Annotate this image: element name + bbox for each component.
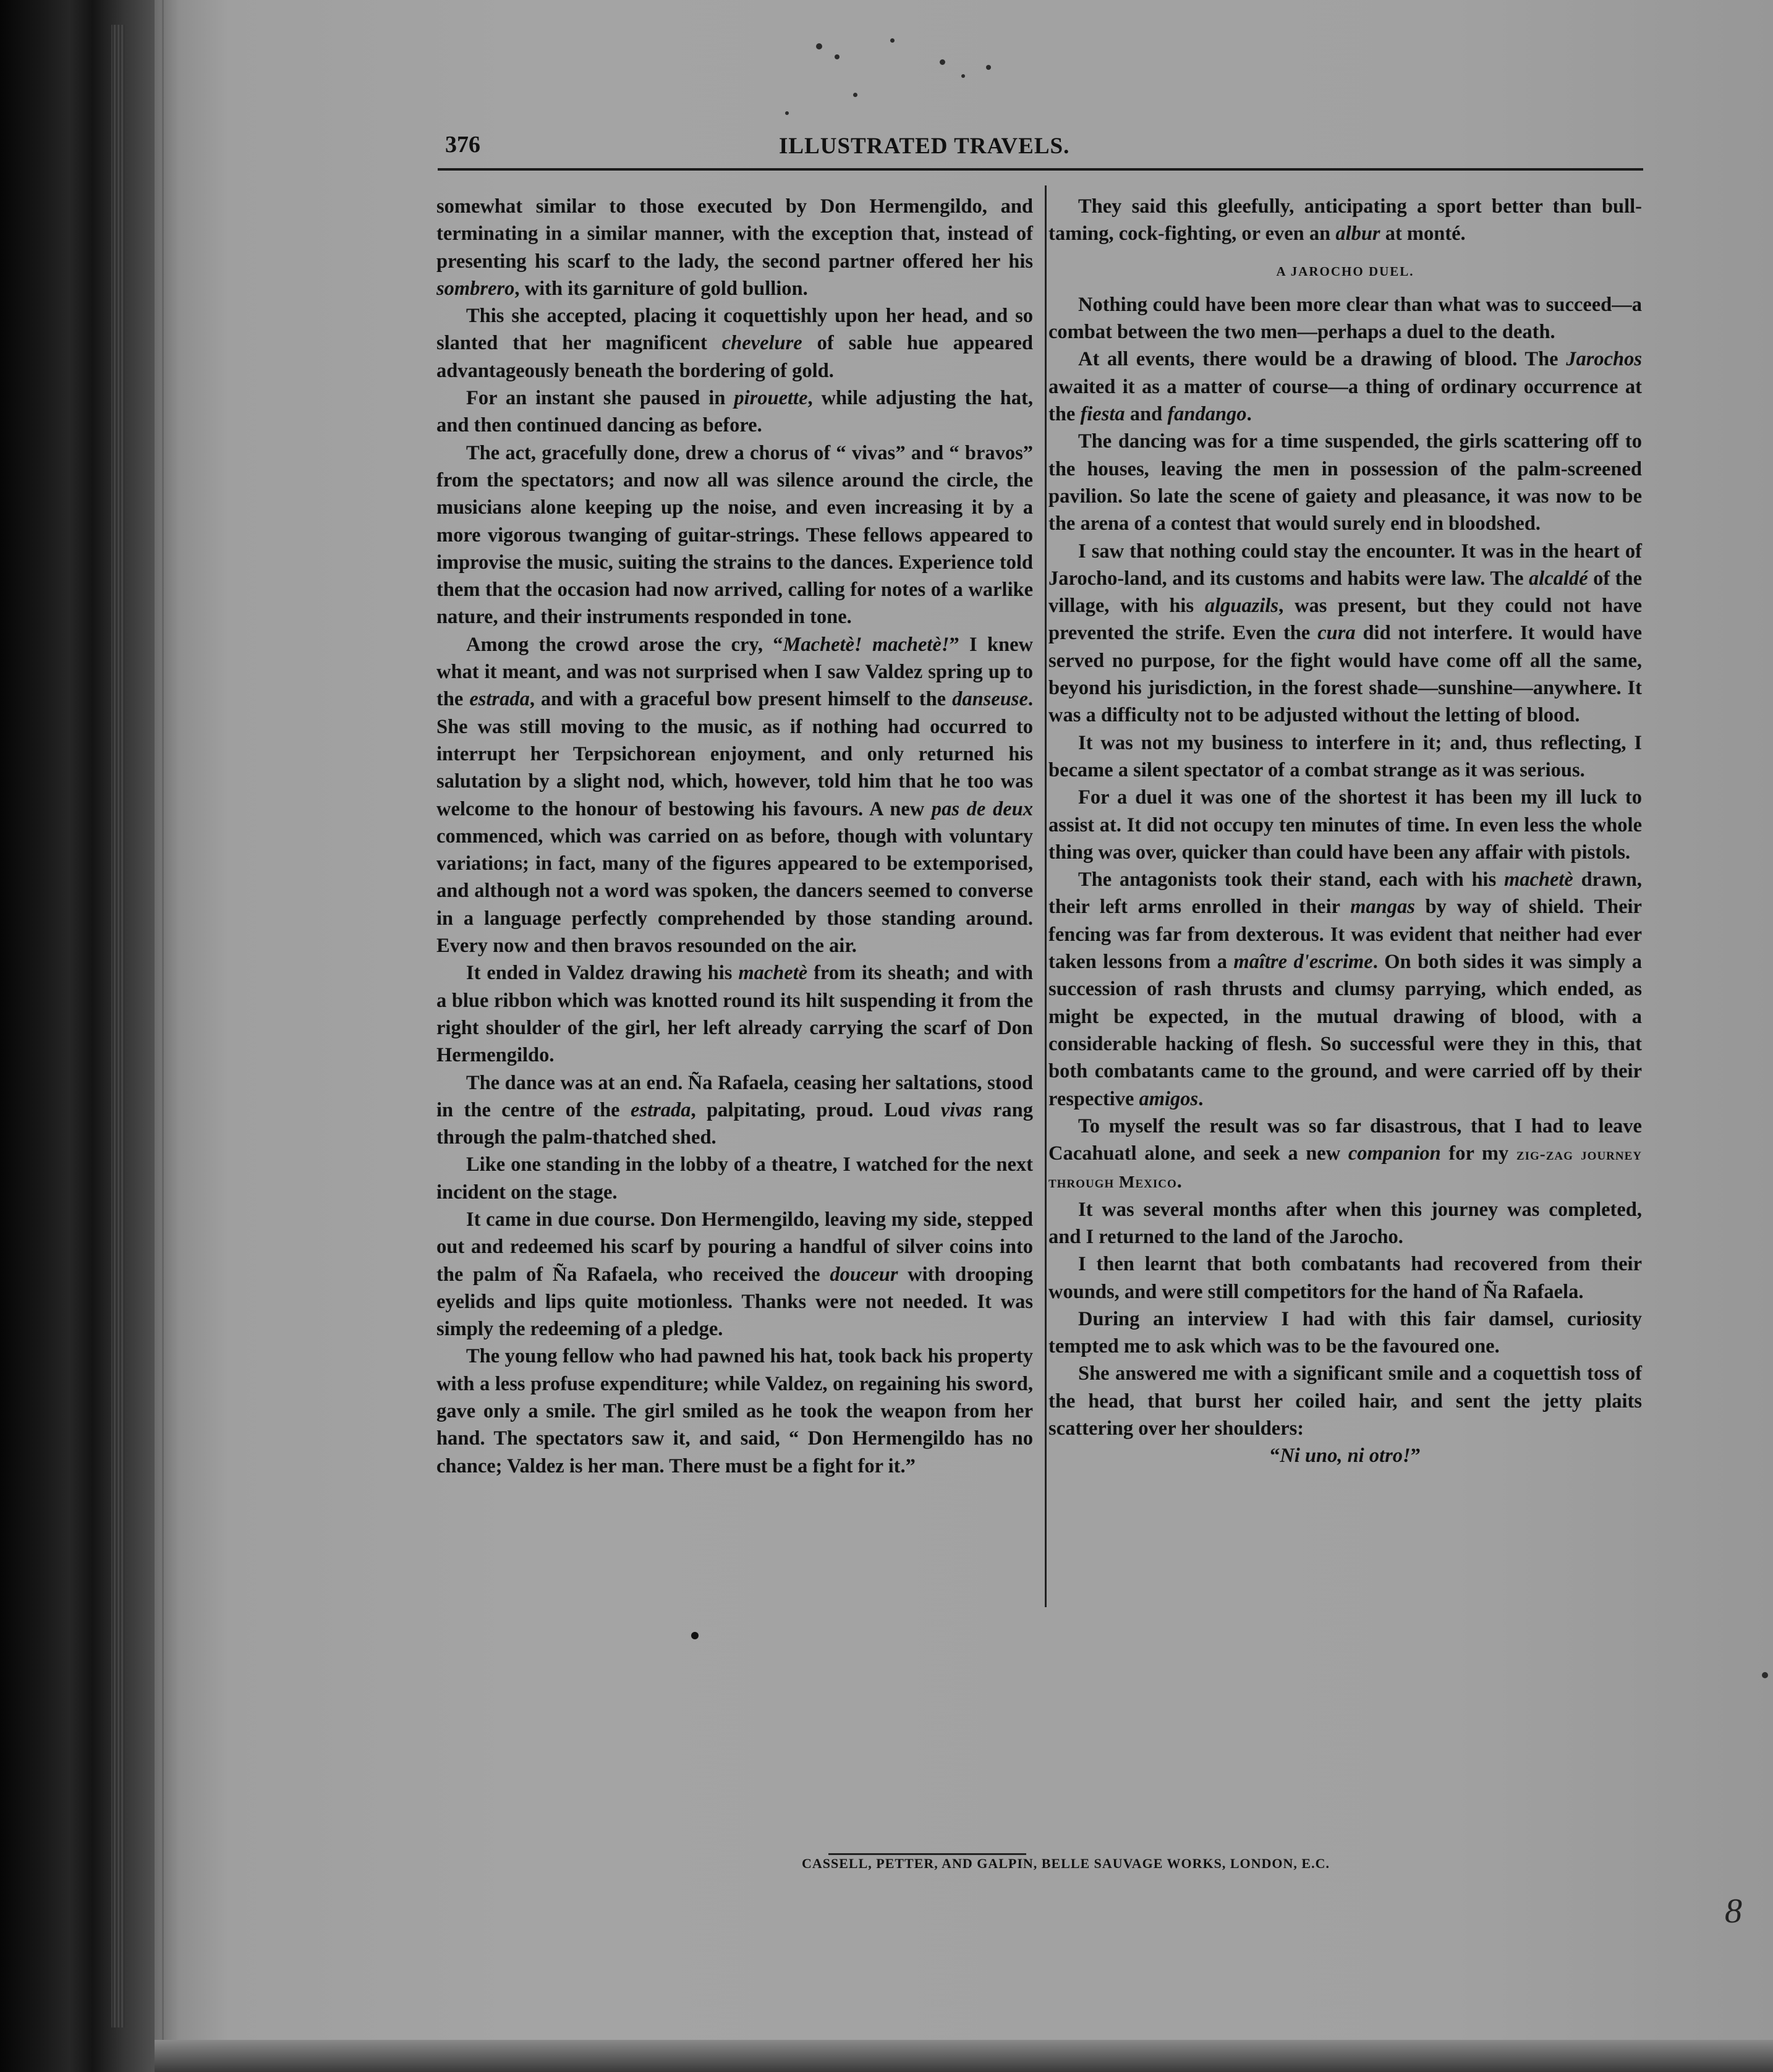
text-run: , palpitating, proud. Loud <box>691 1098 941 1121</box>
ink-speck <box>986 65 991 70</box>
text-run: It came in due course. Don Hermengildo, leaving my side, stepped out and redeemed his scarf by pouring a handful of silver coins into the palm of Ña Rafaela, who received the <box>436 1208 1033 1286</box>
text-run: and <box>1125 403 1168 426</box>
text-run: . <box>1246 403 1252 426</box>
text-run: with drooping eyelids and lips quite motionless. Thanks were not needed. It was simply the redeeming of a pledge. <box>436 1263 1033 1341</box>
left-column <box>436 193 1033 1480</box>
italic-run: alcaldé <box>1528 567 1588 590</box>
paragraph <box>1048 784 1642 866</box>
text-run: for my <box>1440 1142 1516 1165</box>
text-run: , was present, but they could not have prevented the strife. Even the <box>1048 595 1642 645</box>
italic-run: vivas <box>940 1098 982 1121</box>
ink-speck <box>853 93 857 97</box>
italic-run: fandango <box>1167 403 1247 426</box>
italic-run: cura <box>1317 622 1356 645</box>
text-run: “ <box>1270 1445 1280 1467</box>
italic-run: pirouette <box>734 387 808 410</box>
text-run: Nothing could have been more clear than what was to succeed—a combat between the two men—perhaps a duel to the death. <box>1048 293 1642 344</box>
text-run: at monté. <box>1380 223 1466 245</box>
italic-run: albur <box>1335 223 1380 245</box>
paragraph <box>1048 428 1642 537</box>
text-run: commenced, which was carried on as before, though with voluntary variations; in fact, many of the figures appeared to be extemporised, and although not a word was spoken, the dancers seemed to converse in a language perfectly comprehended by those standing around. Every now and then bravos resounded on the air. <box>436 825 1033 957</box>
text-run: ” <box>1410 1445 1421 1467</box>
text-run: Among the crowd arose the cry, “ <box>466 633 783 656</box>
paragraph <box>1048 1306 1642 1361</box>
paragraph <box>1048 729 1642 784</box>
gutter-shadow <box>162 0 164 2072</box>
text-run: did not interfere. It would have served no purpose, for the fight would have come off all the same, beyond his jurisdiction, in the forest shade—sunshine—anywhere. It was a difficulty not to be adjusted without the letting of blood. <box>1048 622 1642 727</box>
right-column <box>1048 193 1642 1470</box>
ink-speck <box>785 111 789 115</box>
text-run: , with its garniture of gold bullion. <box>514 277 808 300</box>
ink-speck <box>1762 1672 1768 1678</box>
margin-mark: 8 <box>1725 1892 1742 1930</box>
text-run: , and with a graceful bow present himself to the <box>529 688 953 711</box>
text-run: I then learnt that both combatants had recovered from their wounds, and were still competitors for the hand of Ña Rafaela. <box>1048 1253 1642 1303</box>
text-run: It was not my business to interfere in it; and, thus reflecting, I became a silent spectator of a combat strange as it was serious. <box>1048 731 1642 781</box>
text-run: This she accepted, placing it coquettishly upon her head, and so slanted that her magnificent <box>436 305 1033 355</box>
text-run: It ended in Valdez drawing his <box>466 962 739 985</box>
paragraph <box>1048 1250 1642 1306</box>
paragraph <box>1048 538 1642 729</box>
italic-run: sombrero <box>436 277 515 300</box>
paragraph <box>436 1343 1033 1479</box>
text-run: Like one standing in the lobby of a theatre, I watched for the next incident on the stage. <box>436 1153 1033 1204</box>
italic-run: machetè <box>738 962 808 985</box>
italic-run: fiesta <box>1080 403 1125 426</box>
text-run: She answered me with a significant smile and a coquettish toss of the head, that burst her coiled hair, and sent the jetty plaits scattering over her shoulders: <box>1048 1362 1642 1440</box>
text-run: awaited it as a matter of course—a thing of ordinary occurrence at the <box>1048 375 1642 426</box>
italic-run: danseuse <box>952 688 1028 711</box>
text-run: rang through the palm-thatched shed. <box>436 1098 1033 1149</box>
italic-run: douceur <box>830 1263 898 1286</box>
paragraph <box>436 1069 1033 1152</box>
paragraph <box>1048 1360 1642 1442</box>
italic-run: alguazils <box>1204 595 1279 618</box>
paragraph <box>1048 1196 1642 1251</box>
italic-run: machetè <box>1503 868 1573 891</box>
paragraph <box>436 384 1033 439</box>
italic-run: amigos <box>1139 1087 1199 1110</box>
page-bottom-shadow <box>155 2040 1773 2072</box>
text-run: . On both sides it was simply a succession of rash thrusts and clumsy parrying, which ended, as might be expected, in the mutual drawing of blood, with a considerable hacking of flesh. So successful were they in this, that both combatants came to the ground, and were carried off by their respective <box>1048 951 1642 1110</box>
text-run: somewhat similar to those executed by Don Hermengildo, and terminating in a similar manner, with the exception that, instead of presenting his scarf to the lady, the second partner offered her his <box>436 195 1033 273</box>
paragraph <box>436 302 1033 384</box>
smallcaps-run: zig-zag journey through Mexico <box>1048 1145 1643 1192</box>
italic-run: estrada <box>469 688 530 711</box>
ink-speck <box>816 43 822 49</box>
ink-speck <box>961 74 965 78</box>
text-run: by way of shield. Their fencing was far from dexterous. It was evident that neither had ever taken lessons from a <box>1048 896 1642 974</box>
paragraph <box>436 439 1033 631</box>
text-run: At all events, there would be a drawing of blood. The <box>1078 348 1567 371</box>
running-head: ILLUSTRATED TRAVELS. <box>779 134 1070 159</box>
ink-dot <box>691 1632 699 1639</box>
text-run: . <box>1176 1170 1182 1193</box>
text-run: For an instant she paused in <box>466 387 734 410</box>
column-rule <box>1045 185 1047 1607</box>
italic-run: Jarochos <box>1566 348 1642 371</box>
text-run: from its sheath; and with a blue ribbon which was knotted round its hilt suspending it from the right shoulder of the girl, her left already carrying the scarf of Don Hermengildo. <box>436 962 1033 1067</box>
section-heading: A JAROCHO DUEL. <box>1276 263 1414 279</box>
text-run: drawn, their left arms enrolled in their <box>1048 868 1642 919</box>
paragraph <box>1048 346 1642 428</box>
text-run: of the village, with his <box>1048 567 1642 618</box>
paragraph <box>436 959 1033 1069</box>
text-run: , while adjusting the hat, and then continued dancing as before. <box>436 387 1033 437</box>
text-run: . She was still moving to the music, as if nothing had occurred to interrupt her Terpsichorean enjoyment, and only returned his salutation by a slight nod, which, however, told him that he too was welcome to the honour of bestowing his favours. A new <box>436 688 1033 820</box>
italic-run: companion <box>1348 1142 1441 1165</box>
italic-run: maître d'escrime <box>1233 951 1373 974</box>
text-run: I saw that nothing could stay the encounter. It was in the heart of Jarocho-land, and its customs and habits were law. The <box>1048 540 1642 590</box>
text-run: . <box>1198 1087 1204 1110</box>
closing-quote <box>1048 1442 1642 1469</box>
text-run: of sable hue appeared advantageously beneath the bordering of gold. <box>436 332 1033 382</box>
italic-run: Machetè! machetè! <box>783 633 950 656</box>
ink-speck <box>890 38 895 43</box>
text-run: The antagonists took their stand, each with his <box>1078 868 1504 891</box>
imprint-rule <box>828 1853 1026 1855</box>
text-run: During an interview I had with this fair damsel, curiosity tempted me to ask which was to be the favoured one. <box>1048 1307 1642 1358</box>
italic-run: pas de deux <box>931 797 1033 820</box>
page-edges <box>111 25 125 2027</box>
page-number: 376 <box>445 132 480 158</box>
text-run: The dancing was for a time suspended, the girls scattering off to the houses, leaving the men in possession of the palm-screened pavilion. So late the scene of gaiety and pleasance, it was now to be the arena of a contest that would surely end in bloodshed. <box>1048 430 1642 535</box>
italic-run: Ni uno, ni otro! <box>1280 1445 1411 1467</box>
italic-run: estrada <box>631 1098 691 1121</box>
italic-run: chevelure <box>721 332 802 355</box>
text-run: It was several months after when this journey was completed, and I returned to the land of the Jarocho. <box>1048 1198 1642 1248</box>
ink-speck <box>835 54 840 59</box>
paragraph <box>1048 1113 1642 1196</box>
text-run: To myself the result was so far disastrous, that I had to leave Cacahuatl alone, and seek a new <box>1048 1115 1642 1165</box>
text-run: ” I knew what it meant, and was not surprised when I saw Valdez spring up to the <box>436 633 1033 711</box>
text-run: They said this gleefully, anticipating a sport better than bull-taming, cock-fighting, or even an <box>1048 195 1642 245</box>
book-spine <box>0 0 155 2072</box>
text-run: The dance was at an end. Ña Rafaela, ceasing her saltations, stood in the centre of the <box>436 1071 1033 1121</box>
ink-speck <box>940 59 945 65</box>
text-run: The act, gracefully done, drew a chorus of “ vivas” and “ bravos” from the spectators; and now all was silence around the circle, the musicians alone keeping up the noise, and even increasing it by a more vigorous twanging of guitar-strings. These fellows appeared to improvise the music, suiting the strains to the dances. Experience told them that the occasion had now arrived, calling for notes of a warlike nature, and their instruments responded in tone. <box>436 441 1033 629</box>
italic-run: mangas <box>1350 896 1415 919</box>
printer-imprint: CASSELL, PETTER, AND GALPIN, BELLE SAUVAGE WORKS, LONDON, E.C. <box>802 1856 1330 1871</box>
paragraph <box>436 1206 1033 1343</box>
paragraph <box>436 1151 1033 1206</box>
text-run: The young fellow who had pawned his hat, took back his property with a less profuse expenditure; while Valdez, on regaining his sword, gave only a smile. The girl smiled as he took the weapon from her hand. The spectators saw it, and said, “ Don Hermengildo has no chance; Valdez is her man. There must be a fight for it.” <box>436 1345 1033 1477</box>
paragraph <box>1048 291 1642 346</box>
paragraph <box>436 631 1033 960</box>
text-run: For a duel it was one of the shortest it has been my ill luck to assist at. It did not occupy ten minutes of time. In even less the whole thing was over, quicker than could have been any affair with pistols. <box>1048 786 1642 864</box>
paragraph <box>436 193 1033 302</box>
paragraph <box>1048 866 1642 1113</box>
paragraph <box>1048 193 1642 248</box>
header-rule <box>438 168 1643 171</box>
